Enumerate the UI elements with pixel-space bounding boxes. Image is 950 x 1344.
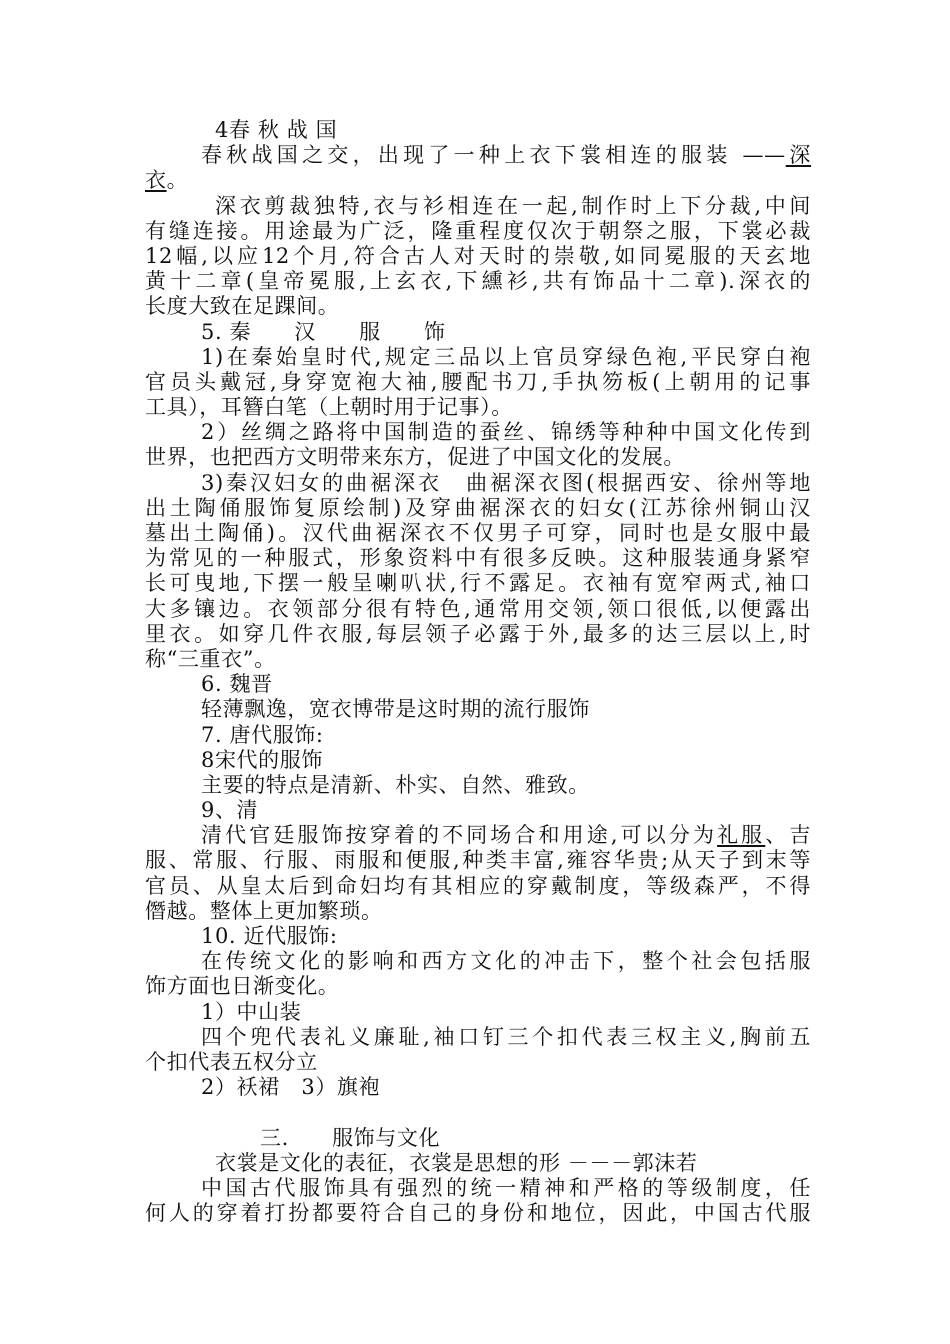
line-text: 里衣。如穿几件衣服,每层领子必露于外,最多的达三层以上,时 — [145, 621, 811, 646]
line-text: 衣裳是文化的表征，衣裳是思想的形 －－－郭沫若 — [215, 1150, 698, 1175]
line-text: 清代官廷服饰按穿着的不同场合和用途,可以分为 — [201, 823, 718, 848]
line-text: 墓出土陶俑)。汉代曲裾深衣不仅男子可穿，同时也是女服中最 — [145, 521, 811, 545]
text-line — [145, 320, 811, 345]
text-line — [145, 345, 811, 370]
text-line — [145, 395, 811, 420]
text-line — [145, 370, 811, 395]
text-line — [145, 597, 811, 622]
line-text: 大多镶边。衣领部分很有特色,通常用交领,领口很低,以便露出 — [145, 596, 811, 621]
line-text: 出土陶俑服饰复原绘制)及穿曲裾深衣的妇女(江苏徐州铜山汉 — [145, 495, 811, 520]
line-text: 长可曳地,下摆一般呈喇叭状,行不露足。衣袖有宽窄两式,袖口 — [145, 571, 811, 596]
line-text-after: 、吉 — [765, 823, 812, 848]
line-text: 在传统文化的影响和西方文化的冲击下，整个社会包括服 — [201, 949, 811, 974]
text-line — [145, 571, 811, 596]
line-text: 官员、从皇太后到命妇均有其相应的穿戴制度，等级森严，不得 — [145, 873, 811, 898]
line-text: 轻薄飘逸，宽衣博带是这时期的流行服饰 — [201, 697, 590, 722]
text-line — [145, 798, 811, 823]
text-line — [145, 420, 811, 445]
text-line — [145, 1050, 811, 1075]
text-line — [145, 118, 811, 143]
line-text: 官员头戴冠,身穿宽袍大袖,腰配书刀,手执笏板(上朝用的记事 — [145, 369, 811, 394]
line-text: 世界，也把西方文明带来东方，促进了中国文化的发展。 — [145, 445, 685, 470]
text-line — [145, 496, 811, 521]
line-text: 主要的特点是清新、朴实、自然、雅致。 — [201, 772, 590, 797]
line-text: 9、清 — [201, 798, 259, 823]
text-line — [145, 647, 811, 672]
text-line — [145, 1025, 811, 1050]
line-text: 有缝连接。用途最为广泛，隆重程度仅次于朝祭之服，下裳必裁 — [145, 218, 811, 243]
line-text: 6. 魏晋 — [201, 672, 273, 697]
text-line — [145, 974, 811, 999]
line-text: 2）袄裙 3）旗袍 — [201, 1075, 381, 1100]
text-line — [145, 1126, 811, 1151]
line-text: 7. 唐代服饰: — [201, 722, 324, 747]
line-text-after: 。 — [166, 168, 189, 193]
text-line — [145, 874, 811, 899]
text-line — [145, 1151, 811, 1176]
line-text: 僭越。整体上更加繁琐。 — [145, 898, 383, 923]
line-text: 中国古代服饰具有强烈的统一精神和严格的等级制度，任 — [201, 1175, 811, 1200]
line-text: 春秋战国之交，出现了一种上衣下裳相连的服装 —— — [201, 143, 786, 168]
text-line — [145, 949, 811, 974]
text-line — [145, 697, 811, 722]
text-line — [145, 143, 811, 168]
text-line — [145, 521, 811, 546]
text-line — [145, 471, 811, 496]
line-text: 1)在秦始皇时代,规定三品以上官员穿绿色袍,平民穿白袍 — [201, 344, 811, 369]
text-line — [145, 194, 811, 219]
line-text: 为常见的一种服式，形象资料中有很多反映。这种服装通身紧窄 — [145, 546, 811, 571]
text-line — [145, 773, 811, 798]
text-line — [145, 848, 811, 873]
text-line — [145, 269, 811, 294]
text-line — [145, 823, 811, 848]
text-line — [145, 244, 811, 269]
line-text: 饰方面也日渐变化。 — [145, 974, 340, 999]
line-text: 称“三重衣”。 — [145, 646, 276, 671]
text-line — [145, 1176, 811, 1201]
text-line — [145, 1201, 811, 1226]
underlined-term: 深 — [785, 143, 812, 168]
document-body — [145, 118, 811, 1226]
text-line — [145, 1000, 811, 1025]
text-line — [145, 1100, 811, 1125]
line-text: 5. 秦 汉 服 饰 — [201, 319, 446, 344]
line-text: 长度大致在足踝间。 — [145, 294, 340, 319]
underlined-term: 礼服 — [717, 823, 766, 848]
line-text: 何人的穿着打扮都要符合自己的身份和地位，因此，中国古代服 — [145, 1201, 811, 1226]
line-text: 2）丝绸之路将中国制造的蚕丝、锦绣等种种中国文化传到 — [201, 420, 811, 445]
line-text: 四个兜代表礼义廉耻,袖口钉三个扣代表三权主义,胸前五 — [201, 1024, 811, 1049]
text-line — [145, 445, 811, 470]
text-line — [145, 219, 811, 244]
line-text: 3)秦汉妇女的曲裾深衣 曲裾深衣图(根据西安、徐州等地 — [201, 470, 811, 495]
text-line — [145, 168, 811, 193]
line-text: 10. 近代服饰: — [201, 924, 338, 948]
text-line — [145, 1075, 811, 1100]
line-text: 1）中山装 — [201, 999, 302, 1024]
line-text: 服、常服、行服、雨服和便服,种类丰富,雍容华贵;从天子到末等 — [145, 848, 811, 873]
text-line — [145, 672, 811, 697]
text-line — [145, 924, 811, 949]
text-line — [145, 294, 811, 319]
text-line — [145, 546, 811, 571]
line-text: 深衣剪裁独特,衣与衫相连在一起,制作时上下分裁,中间 — [215, 193, 811, 218]
text-line — [145, 622, 811, 647]
line-text: 三. 服饰与文化 — [260, 1125, 441, 1150]
line-text: 12幅,以应12个月,符合古人对天时的崇敬,如同冕服的天玄地 — [145, 243, 811, 268]
text-line — [145, 723, 811, 748]
line-text: 4春 秋 战 国 — [215, 118, 338, 142]
line-text: 8宋代的服饰 — [201, 747, 323, 772]
text-line — [145, 748, 811, 773]
text-line — [145, 899, 811, 924]
line-text: 工具），耳簪白笔（上朝时用于记事）。 — [145, 395, 513, 420]
line-text: 黄十二章(皇帝冕服,上玄衣,下纁衫,共有饰品十二章).深衣的 — [145, 269, 811, 294]
underlined-term: 衣 — [145, 168, 167, 193]
line-text: 个扣代表五权分立 — [145, 1049, 318, 1074]
